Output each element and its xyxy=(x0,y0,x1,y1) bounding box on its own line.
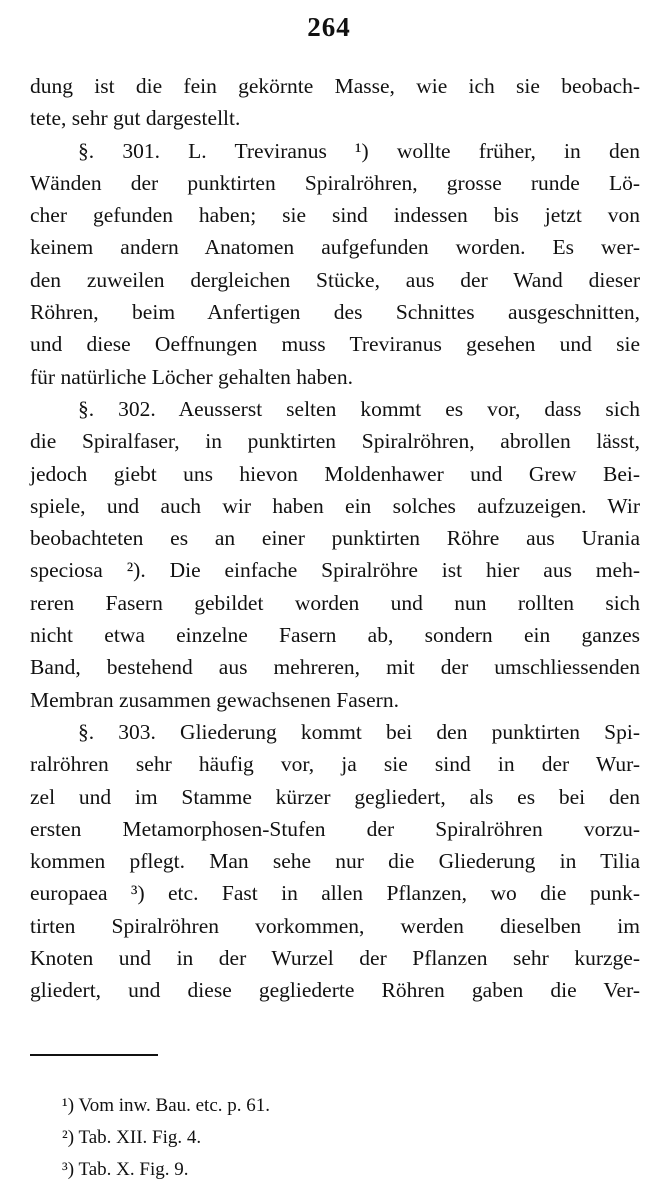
text-line: §. 302. Aeusserst selten kommt es vor, dass sich xyxy=(78,396,640,421)
text-line: Band, bestehend aus mehreren, mit der umschliessenden xyxy=(30,655,640,680)
text-line: die Spiralfaser, in punktirten Spiralröhren, abrollen lässt, xyxy=(30,429,640,454)
text-line: jedoch giebt uns hievon Moldenhawer und Grew Bei- xyxy=(30,461,640,486)
text-line: ersten Metamorphosen-Stufen der Spiralröhren vorzu- xyxy=(30,816,640,841)
footnote-1 xyxy=(62,1090,622,1122)
text-line: Knoten und in der Wurzel der Pflanzen sehr kurzge- xyxy=(30,946,640,971)
footnote-mark: ¹) xyxy=(62,1095,75,1116)
text-line: für natürliche Löcher gehalten haben. xyxy=(30,364,353,389)
text-line: beobachteten es an einer punktirten Röhre aus Urania xyxy=(30,526,640,551)
text-line: §. 303. Gliederung kommt bei den punktirten Spi- xyxy=(78,719,640,744)
text-line: und diese Oeffnungen muss Treviranus gesehen und sie xyxy=(30,332,640,357)
text-line: Röhren, beim Anfertigen des Schnittes ausgeschnitten, xyxy=(30,300,640,325)
text-line: nicht etwa einzelne Fasern ab, sondern ein ganzes xyxy=(30,623,640,648)
text-line: den zuweilen dergleichen Stücke, aus der Wand dieser xyxy=(30,267,640,292)
footnote-mark: ²) xyxy=(62,1127,75,1148)
body-text xyxy=(30,70,640,1007)
footnote-text: Vom inw. Bau. etc. p. 61. xyxy=(78,1095,271,1116)
text-line: reren Fasern gebildet worden und nun rollten sich xyxy=(30,590,640,615)
footnote-2 xyxy=(62,1122,622,1154)
text-line: Membran zusammen gewachsenen Fasern. xyxy=(30,687,399,712)
footnote-3 xyxy=(62,1154,622,1186)
text-line: §. 301. L. Treviranus ¹) wollte früher, in den xyxy=(78,138,640,163)
text-line: Wänden der punktirten Spiralröhren, grosse runde Lö- xyxy=(30,170,640,195)
text-line: tete, sehr gut dargestellt. xyxy=(30,106,241,131)
text-line: europaea ³) etc. Fast in allen Pflanzen, wo die punk- xyxy=(30,881,640,906)
text-line: spiele, und auch wir haben ein solches aufzuzeigen. Wir xyxy=(30,493,640,518)
text-line: ralröhren sehr häufig vor, ja sie sind in der Wur- xyxy=(30,752,640,777)
text-line: gliedert, und diese gegliederte Röhren gaben die Ver- xyxy=(30,978,640,1003)
text-line: dung ist die fein gekörnte Masse, wie ich sie beobach- xyxy=(30,74,640,98)
text-line: cher gefunden haben; sie sind indessen bis jetzt von xyxy=(30,203,640,228)
footnote-divider xyxy=(30,1054,158,1056)
text-line: zel und im Stamme kürzer gegliedert, als es bei den xyxy=(30,784,640,809)
footnote-text: Tab. XII. Fig. 4. xyxy=(78,1127,202,1148)
page-number: 264 xyxy=(307,12,351,42)
footnotes xyxy=(62,1090,622,1186)
footnote-text: Tab. X. Fig. 9. xyxy=(78,1159,189,1180)
text-line: tirten Spiralröhren vorkommen, werden dieselben im xyxy=(30,913,640,938)
text-line: kommen pflegt. Man sehe nur die Gliederung in Tilia xyxy=(30,849,640,874)
footnote-mark: ³) xyxy=(62,1159,75,1180)
text-line: keinem andern Anatomen aufgefunden worden. Es wer- xyxy=(30,235,640,260)
text-line: speciosa ²). Die einfache Spiralröhre ist hier aus meh- xyxy=(30,558,640,583)
